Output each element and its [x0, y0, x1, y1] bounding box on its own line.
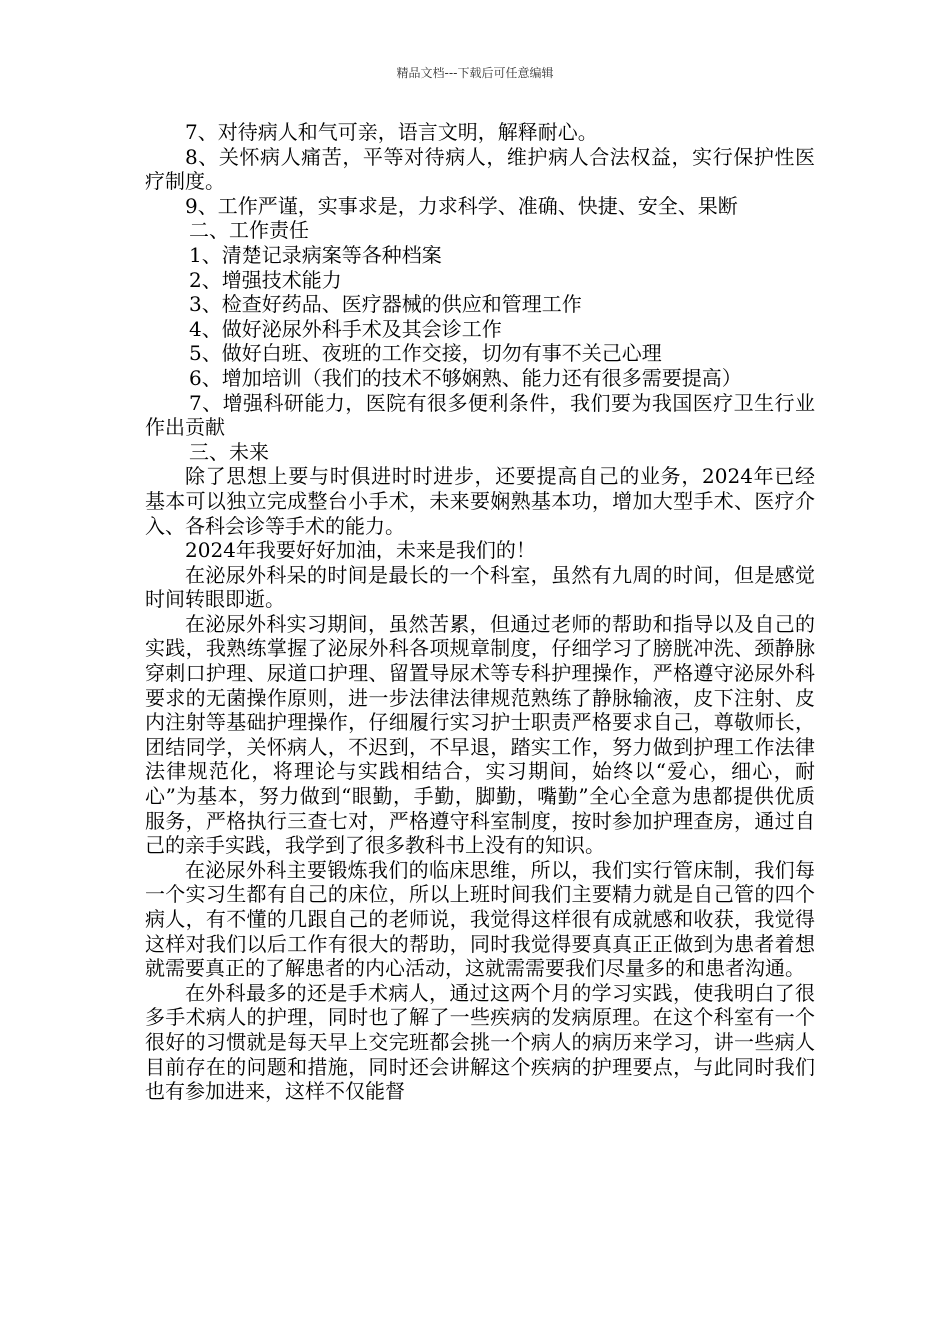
document-body	[145, 120, 815, 1104]
list-item-surgery: 4、做好泌尿外科手术及其会诊工作	[189, 316, 502, 341]
paragraph-7: 7、对待病人和气可亲，语言文明，解释耐心。	[185, 120, 598, 144]
paragraph-urology-internship: 在泌尿外科实习期间，虽然苦累，但通过老师的帮助和指导以及自己的实践，我熟练掌握了泌尿外科各项规章制度，仔细学习了膀胱冲洗、颈静脉穿刺口护理、尿道口护理、留置导尿术等专科护理操作，严格遵守泌尿外科要求的无菌操作原则，进一步法律法律规范熟练了静脉输液，皮下注射、皮内注射等基础护理操作，仔细履行实习护士职责严格要求自己，尊敬师长，团结同学，关怀病人，不迟到，不早退，踏实工作，努力做到护理工作法律法律规范化，将理论与实践相结合，实习期间，始终以“爱心，细心，耐心”为基本，努力做到“眼勤，手勤，脚勤，嘴勤”全心全意为患都提供优质服务，严格执行三查七对，严格遵守科室制度，按时参加护理查房，通过自己的亲手实践，我学到了很多教科书上没有的知识。	[145, 611, 815, 858]
paragraph-urology-time: 在泌尿外科呆的时间是最长的一个科室，虽然有九周的时间，但是感觉时间转眼即逝。	[145, 562, 815, 612]
paragraph-2024: 2024年我要好好加油，未来是我们的！	[185, 538, 536, 563]
section-heading-future: 三、未来	[189, 439, 269, 464]
page-header: 精品文档---下载后可任意编辑	[396, 66, 554, 80]
list-item-skills: 2、增强技术能力	[189, 267, 342, 292]
list-item-shift: 5、做好白班、夜班的工作交接，切勿有事不关己心理	[189, 341, 662, 366]
paragraph-9: 9、工作严谨，实事求是，力求科学、准确、快捷、安全、果断	[185, 193, 738, 218]
list-item-research: 7、增强科研能力，医院有很多便利条件，我们要为我国医疗卫生行业作出贡献	[145, 390, 815, 440]
list-item-records: 1、清楚记录病案等各种档案	[189, 242, 442, 267]
paragraph-surgery-patients: 在外科最多的还是手术病人，通过这两个月的学习实践，使我明白了很多手术病人的护理，同时也了解了一些疾病的发病原理。在这个科室有一个很好的习惯就是每天早上交完班都会挑一个病人的病历来学习，讲一些病人目前存在的问题和措施，同时还会讲解这个疾病的护理要点，与此同时我们也有参加进来，这样不仅能督	[145, 980, 815, 1104]
paragraph-8: 8、关怀病人痛苦，平等对待病人，维护病人合法权益，实行保护性医疗制度。	[145, 144, 815, 194]
list-item-training: 6、增加培训（我们的技术不够娴熟、能力还有很多需要提高）	[189, 365, 742, 390]
paragraph-clinical-thinking: 在泌尿外科主要锻炼我们的临床思维，所以，我们实行管床制，我们每一个实习生都有自己的床位，所以上班时间我们主要精力就是自己管的四个病人，有不懂的几跟自己的老师说，我觉得这样很有成就感和收获，我觉得这样对我们以后工作有很大的帮助，同时我觉得要真真正正做到为患者着想就需要真正的了解患者的内心活动，这就需需要我们尽量多的和患者沟通。	[145, 857, 815, 981]
list-item-supplies: 3、检查好药品、医疗器械的供应和管理工作	[189, 292, 582, 317]
section-heading-responsibility: 二、工作责任	[189, 218, 309, 243]
paragraph-future: 除了思想上要与时俱进时时进步，还要提高自己的业务，2024年已经基本可以独立完成整台小手术，未来要娴熟基本功，增加大型手术、医疗介入、各科会诊等手术的能力。	[145, 464, 815, 538]
